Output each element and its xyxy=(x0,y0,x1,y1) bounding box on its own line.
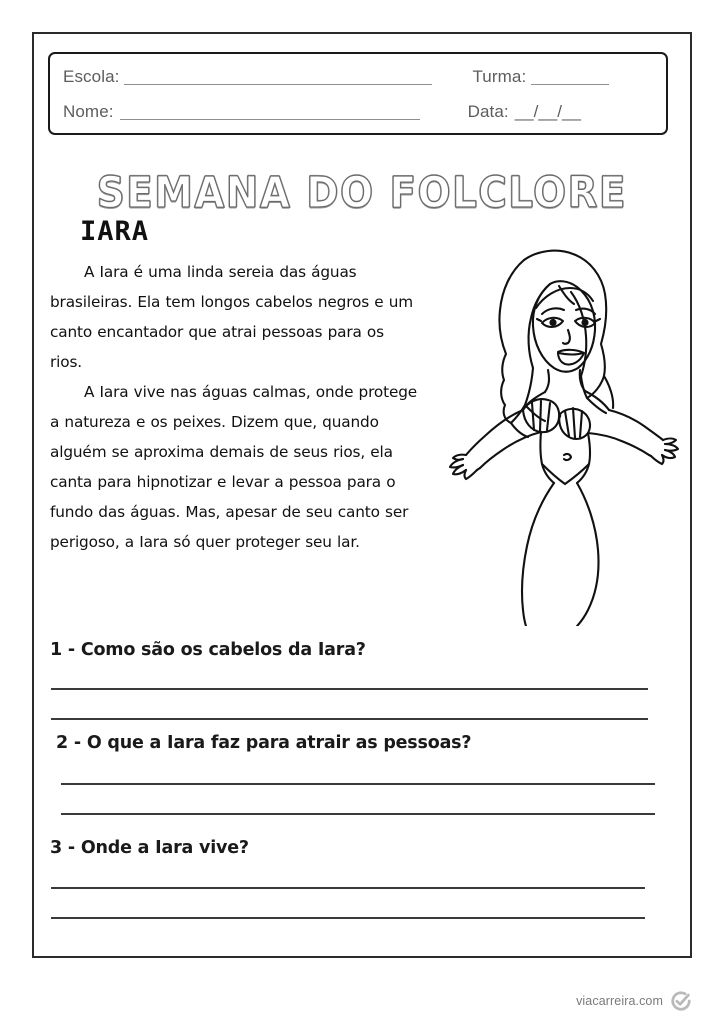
nome-input-line[interactable] xyxy=(120,105,420,120)
question-3-answer-line-2[interactable] xyxy=(51,917,645,919)
mermaid-illustration xyxy=(428,222,684,626)
story-paragraph-2: A Iara vive nas águas calmas, onde protege a natureza e os peixes. Dizem que, quando alguém se aproxima demais de seus rios, ela canta para hipnotizar e levar a pessoa para o fundo das águas. Mas, apesar de seu canto ser perigoso, a Iara só quer proteger seu lar. xyxy=(50,383,418,551)
question-block-2 xyxy=(56,733,716,815)
escola-label: Escola: xyxy=(63,67,120,86)
footer-watermark xyxy=(576,990,692,1012)
story-text-column xyxy=(50,218,418,557)
question-3-answer-line-1[interactable] xyxy=(51,887,645,889)
escola-input-line[interactable] xyxy=(124,70,432,85)
question-2-answer-line-2[interactable] xyxy=(61,813,655,815)
question-2-answer-line-1[interactable] xyxy=(61,783,655,785)
question-block-3 xyxy=(50,838,710,919)
question-block-1 xyxy=(50,640,710,720)
identification-row-escola-turma xyxy=(50,59,666,95)
story-paragraph-1: A Iara é uma linda sereia das águas brasileiras. Ela tem longos cabelos negros e um canto encantador que atrai pessoas para os rios. xyxy=(50,263,414,371)
story-heading: IARA xyxy=(80,216,150,247)
data-label: Data: xyxy=(467,102,509,121)
question-3-text: 3 - Onde a Iara vive? xyxy=(50,838,249,858)
nome-label: Nome: xyxy=(63,102,114,121)
turma-label: Turma: xyxy=(472,67,527,86)
footer-site-name: viacarreira.com xyxy=(576,994,663,1008)
question-2-text: 2 - O que a Iara faz para atrair as pessoas? xyxy=(56,733,472,753)
identification-row-nome-data xyxy=(50,94,666,130)
question-1-answer-line-2[interactable] xyxy=(51,718,648,720)
check-circle-icon xyxy=(670,990,692,1012)
page-title: SEMANA DO FOLCLORE xyxy=(96,168,628,218)
turma-input-line[interactable] xyxy=(531,70,609,85)
question-1-answer-line-1[interactable] xyxy=(51,688,648,690)
data-input-line[interactable]: __/__/__ xyxy=(514,102,581,121)
identification-header-box xyxy=(48,52,668,135)
page-title-container xyxy=(0,168,724,218)
question-1-text: 1 - Como são os cabelos da Iara? xyxy=(50,640,366,660)
